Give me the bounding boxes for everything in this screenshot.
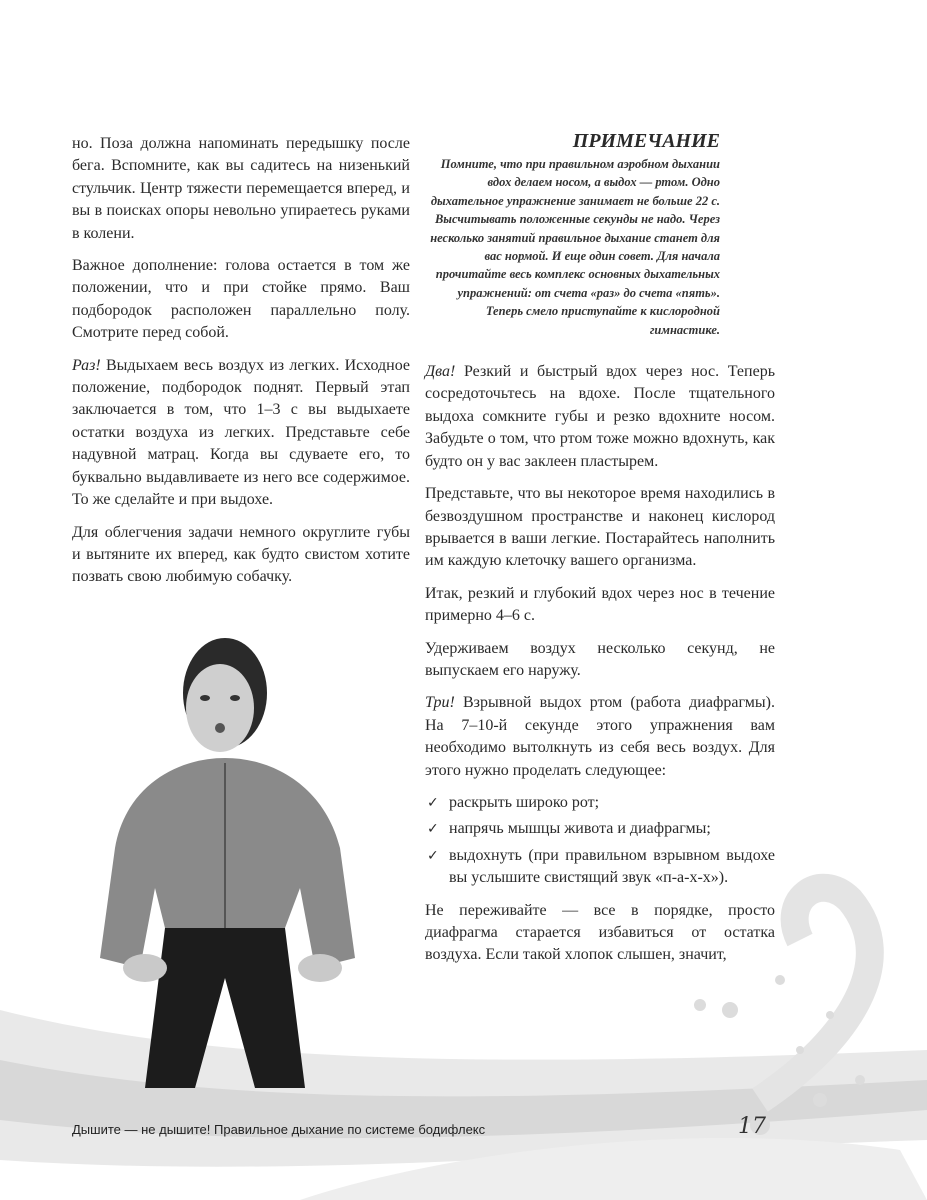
paragraph: Удерживаем воздух несколько секунд, не выпускаем его наружу. <box>425 639 775 679</box>
step-lead-tri: Три! <box>425 694 455 712</box>
list-item <box>425 792 775 814</box>
list-item-text: раскрыть широко рот; <box>449 793 600 811</box>
woman-exercise-photo <box>85 598 370 1088</box>
right-area <box>425 130 775 977</box>
step-lead-dva: Два! <box>425 363 456 381</box>
right-text-column <box>425 361 775 967</box>
list-item-text: напрячь мышцы живота и диафрагмы; <box>449 820 711 838</box>
page-number: 17 <box>738 1114 766 1139</box>
paragraph: Важное дополнение: голова остается в том же положении, что и при стойке прямо. Ваш подбородок расположен параллельно полу. Смотрите перед собой. <box>72 257 410 342</box>
paragraph-tri <box>425 692 775 782</box>
paragraph-raz <box>72 355 410 512</box>
note-box <box>425 130 720 339</box>
checkmark-icon: ✓ <box>427 794 439 811</box>
paragraph: Представьте, что вы некоторое время находились в безвоздушном пространстве и наконец кислород врывается в ваши легкие. Постарайтесь наполнить им каждую клеточку вашего организма. <box>425 485 775 570</box>
note-title: ПРИМЕЧАНИЕ <box>572 130 720 152</box>
step-text: Выдыхаем весь воздух из легких. Исходное положение, подбородок поднят. Первый этап заключается в том, что 1–3 с вы выдыхаете остатки воздуха из легких. Представьте себе надувной матрац. Когда вы сдуваете его, то буквально выдавливаете из него все содержимое. То же сделайте и при выдохе. <box>72 356 410 509</box>
checkmark-icon: ✓ <box>427 821 439 838</box>
step-text: Резкий и быстрый вдох через нос. Теперь сосредоточьтесь на вдохе. После тщательного выдоха сомкните губы и резко вдохните носом. Забудьте о том, что ртом тоже можно вдохнуть, как будто он у вас заклеен пластырем. <box>425 363 775 470</box>
step-lead-raz: Раз! <box>72 356 101 374</box>
paragraph: Итак, резкий и глубокий вдох через нос в течение примерно 4–6 с. <box>425 584 775 625</box>
step-text: Взрывной выдох ртом (работа диафрагмы). На 7–10-й секунде этого упражнения вам необходимо вытолкнуть из себя весь воздух. Для этого нужно проделать следующее: <box>425 694 775 779</box>
paragraph: Для облегчения задачи немного округлите губы и вытяните их вперед, как будто свистом хотите позвать свою любимую собачку. <box>72 523 410 586</box>
note-text: Помните, что при правильном аэробном дыхании вдох делаем носом, а выдох — ртом. Одно дыхательное упражнение занимает не больше 22 с. Высчитывать положенные секунды не надо. Через несколько занятий правильное дыхание станет для вас нормой. И еще один совет. Для начала прочитайте весь комплекс основных дыхательных упражнений: от счета «раз» до счета «пять». Теперь смело приступайте к кислородной гимнастике. <box>430 157 720 337</box>
checkmark-icon: ✓ <box>427 847 439 864</box>
left-text-column <box>72 133 410 599</box>
running-footer-title: Дышите — не дышите! Правильное дыхание по системе бодифлекс <box>72 1122 486 1137</box>
paragraph: но. Поза должна напоминать передышку после бега. Вспомните, как вы садитесь на низенький стульчик. Центр тяжести перемещается вперед, и вы в поисках опоры невольно упираетесь руками в колени. <box>72 135 410 242</box>
list-item <box>425 845 775 890</box>
list-item <box>425 818 775 840</box>
list-item-text: выдохнуть (при правильном взрывном выдохе вы услышите свистящий звук «п-а-х-х»). <box>449 846 775 887</box>
paragraph: Не переживайте — все в порядке, просто диафрагма старается избавиться от остатка воздуха. Если такой хлопок слышен, значит, <box>425 901 775 964</box>
paragraph-dva <box>425 361 775 473</box>
checklist <box>425 792 775 890</box>
